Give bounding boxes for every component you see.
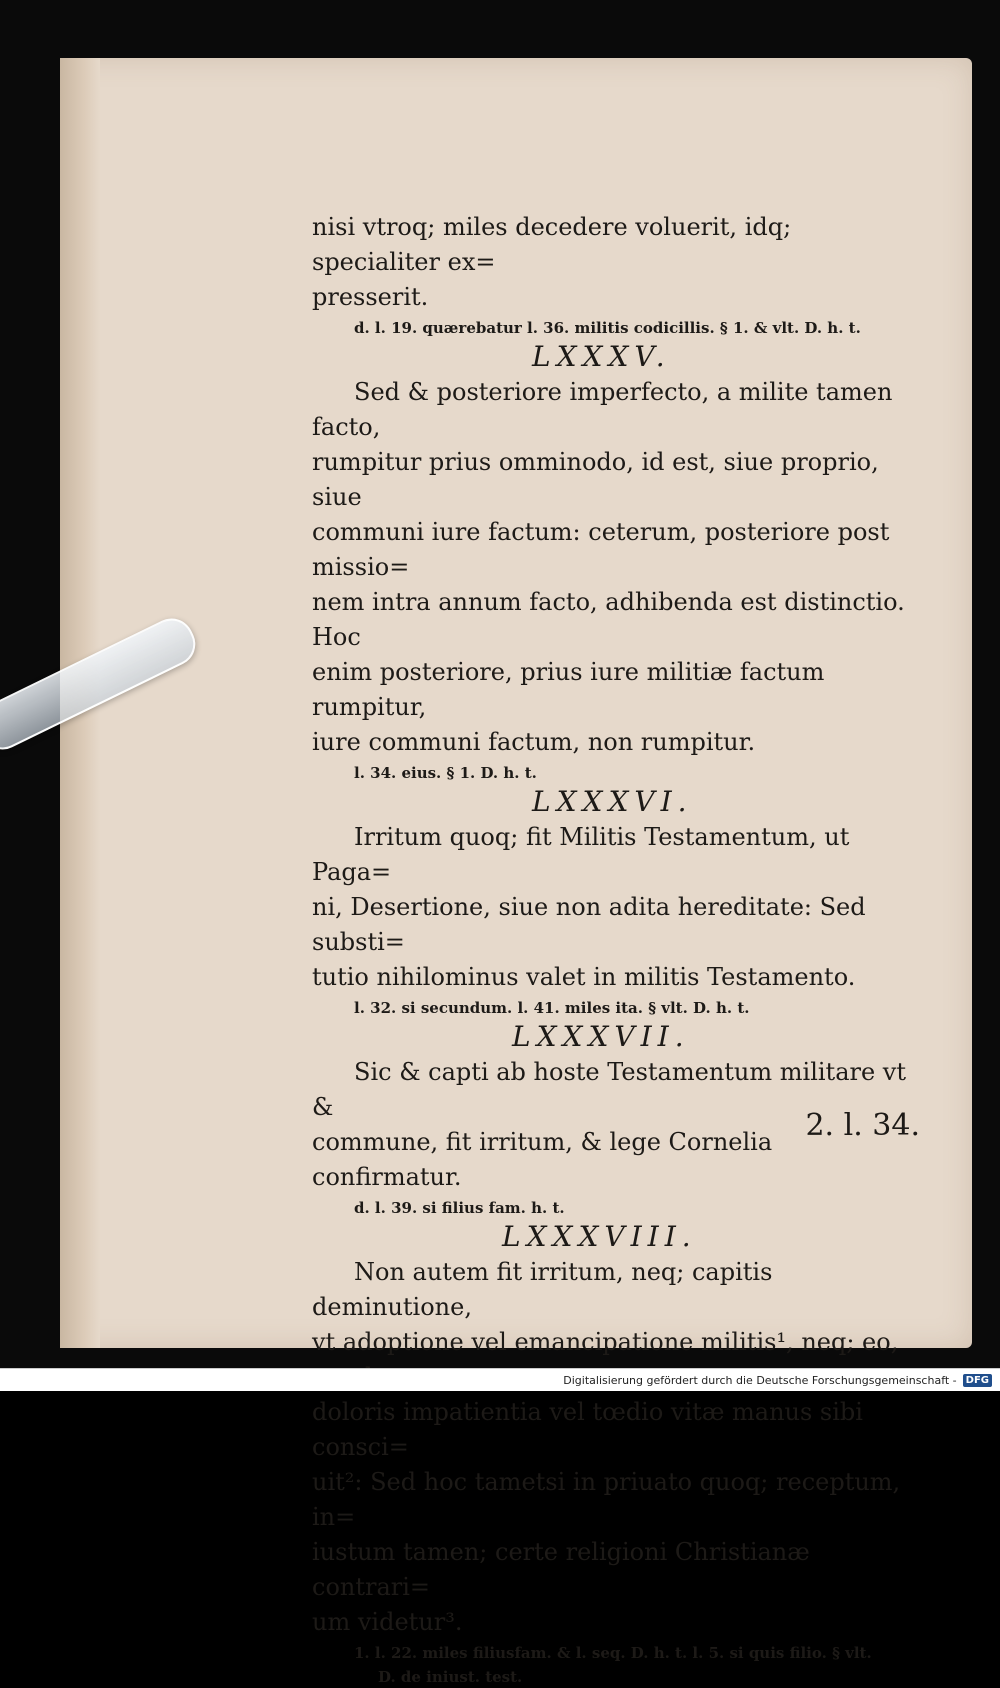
text-line: iustum tamen; certe religioni Christianæ contrari= [312,1538,810,1601]
text-line: doloris impatientia vel tœdio vitæ manus sibi consci= [312,1398,863,1461]
text-line: tutio nihilominus valet in militis Testamento. [312,963,856,991]
text-line: Sic & capti ab hoste Testamentum militare vt & [312,1058,907,1121]
catchword: 2. l. 34. [805,1108,920,1143]
section-heading: LXXXVIII. [502,1220,697,1253]
citation: l. 32. si secundum. l. 41. miles ita. § vlt. D. h. t. [354,999,750,1017]
text-line: uit²: Sed hoc tametsi in priuato quoq; receptum, in= [312,1468,901,1531]
citation: 1. l. 22. miles filiusfam. & l. seq. D. h. t. l. 5. si quis filio. § vlt. [354,1644,872,1662]
text-line: Sed & posteriore imperfecto, a milite tamen facto, [312,378,893,441]
citation: d. l. 39. si filius fam. h. t. [354,1199,565,1217]
text-line: um videtur³. [312,1608,463,1636]
text-line: ni, Desertione, siue non adita hereditate: Sed substi= [312,893,866,956]
citation: d. l. 19. quærebatur l. 36. militis codicillis. § 1. & vlt. D. h. t. [354,319,861,337]
text-line: Irritum quoq; fit Militis Testamentum, ut Paga= [312,823,850,886]
section-heading: LXXXVII. [512,1020,690,1053]
text-line: vt adoptione vel emancipatione militis¹, neq; eo, [312,1328,899,1356]
text-line: rumpitur prius omminodo, id est, siue proprio, siue [312,448,879,511]
page-text [312,210,912,1688]
dfg-logo-icon: DFG [963,1374,992,1387]
text-line: presserit. [312,283,429,311]
footer-text: Digitalisierung gefördert durch die Deutsche Forschungsgemeinschaft - [563,1373,957,1387]
text-line: iure communi factum, non rumpitur. [312,728,756,756]
text-line: commune, fit irritum, & lege Cornelia confirmatur. [312,1128,773,1191]
section-heading: LXXXVI. [532,785,693,818]
footer-bar [0,1368,1000,1391]
citation: l. 34. eius. § 1. D. h. t. [354,764,537,782]
text-line: nisi vtroq; miles decedere voluerit, idq; specialiter ex= [312,213,792,276]
text-line: Non autem fit irritum, neq; capitis deminutione, [312,1258,773,1321]
text-line: nem intra annum facto, adhibenda est distinctio. Hoc [312,588,905,651]
citation: D. de iniust. test. [378,1668,523,1686]
text-line: enim posteriore, prius iure militiæ factum rumpitur, [312,658,825,721]
section-heading: LXXXV. [532,340,671,373]
text-line: communi iure factum: ceterum, posteriore post missio= [312,518,890,581]
